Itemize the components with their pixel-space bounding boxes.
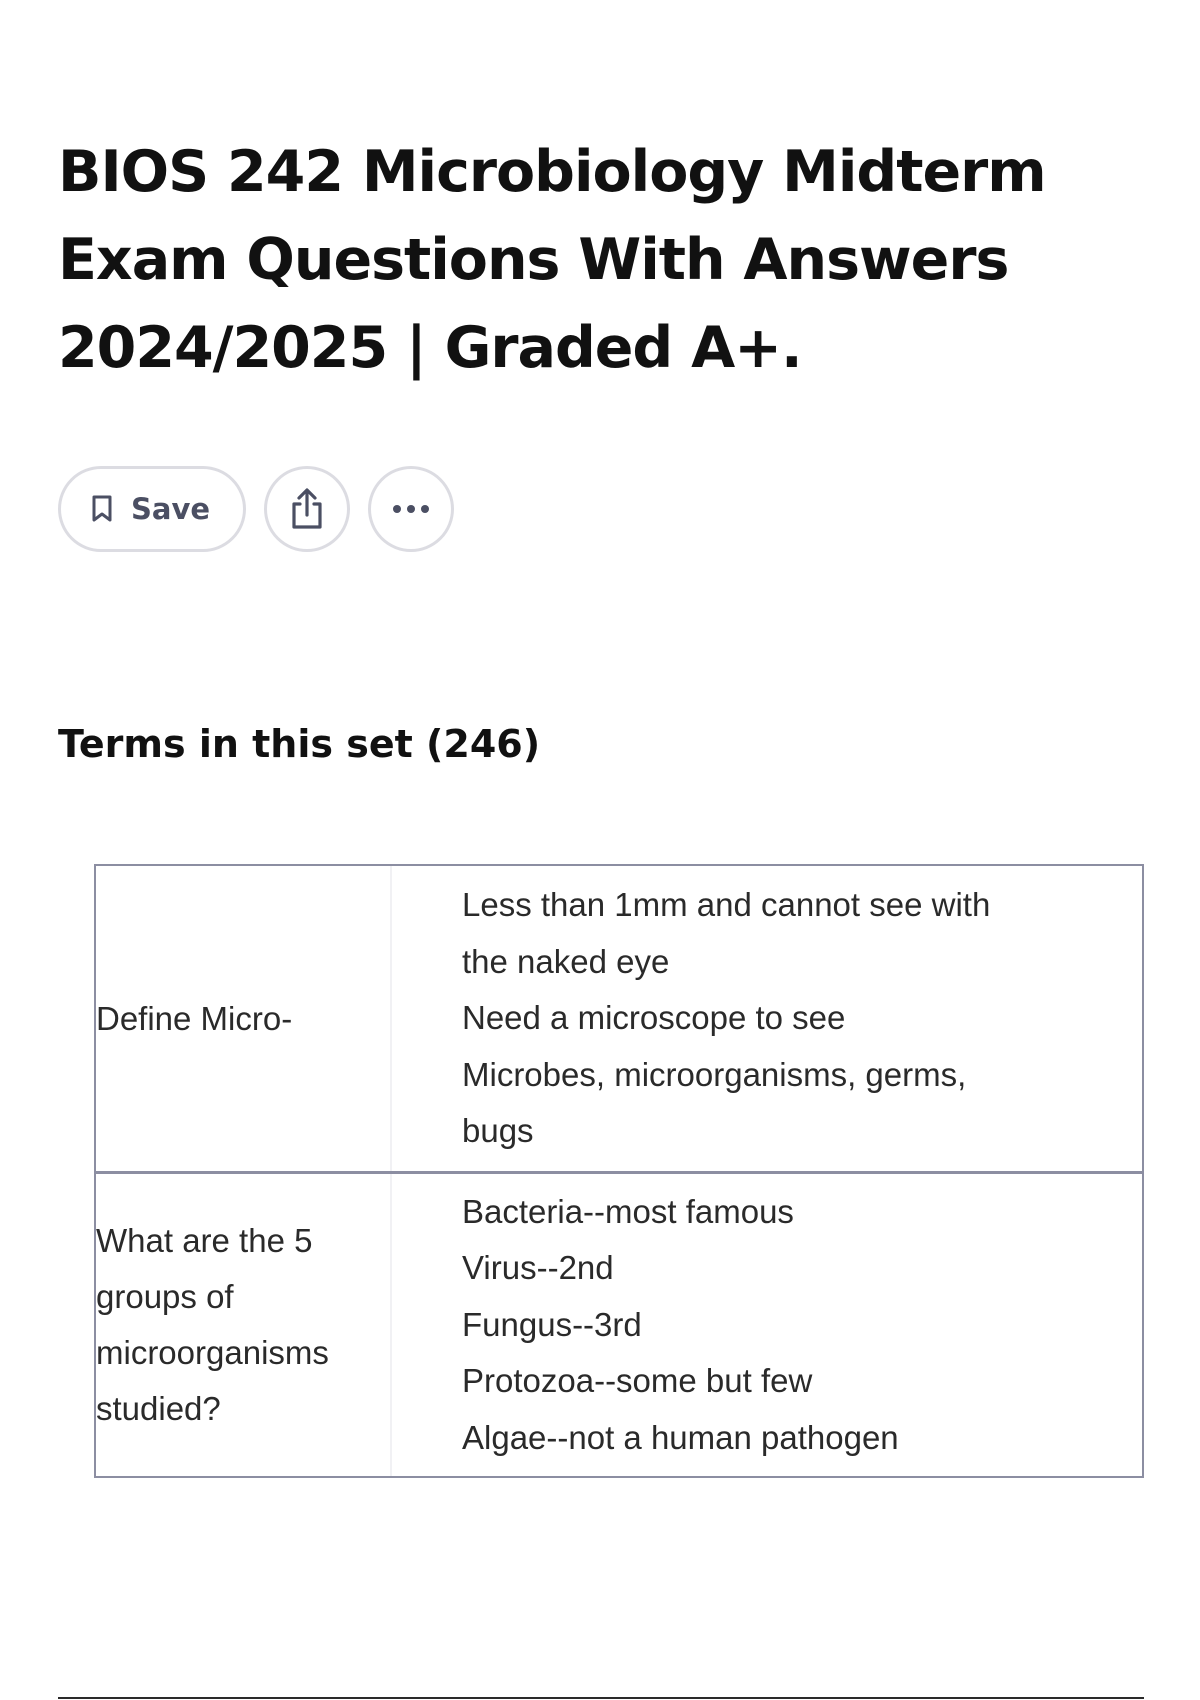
term-cell <box>96 866 392 1171</box>
term-text: What are the 5 groups of microorganisms studied? <box>96 1222 329 1427</box>
definition-line: bugs <box>462 1112 534 1150</box>
definition-cell <box>392 1174 1142 1476</box>
term-cell <box>96 1174 392 1476</box>
terms-table <box>94 864 1144 1478</box>
definition-line: Algae--not a human pathogen <box>462 1418 899 1456</box>
save-button-label: Save <box>131 492 211 526</box>
bookmark-icon <box>91 495 113 523</box>
share-icon <box>287 487 327 531</box>
divider <box>58 1697 1144 1699</box>
term-text: Define Micro- <box>96 999 293 1037</box>
share-button[interactable] <box>264 466 350 552</box>
definition-line: Less than 1mm and cannot see with <box>462 886 991 924</box>
definition-line: Need a microscope to see <box>462 999 846 1037</box>
more-horizontal-icon <box>391 504 431 514</box>
definition-line: the naked eye <box>462 942 670 980</box>
terms-heading: Terms in this set (246) <box>58 722 541 766</box>
term-row <box>96 866 1142 1171</box>
page-title: BIOS 242 Microbiology Midterm Exam Questions With Answers 2024/2025 | Graded A+. <box>58 139 1046 381</box>
definition-line: Microbes, microorganisms, germs, <box>462 1055 967 1093</box>
definition-line: Bacteria--most famous <box>462 1192 794 1230</box>
definition-cell <box>392 866 1142 1171</box>
more-options-button[interactable] <box>368 466 454 552</box>
definition-line: Protozoa--some but few <box>462 1362 813 1400</box>
action-bar <box>58 466 454 552</box>
term-row <box>96 1171 1142 1476</box>
definition-line: Fungus--3rd <box>462 1305 642 1343</box>
definition-line: Virus--2nd <box>462 1249 614 1287</box>
save-button[interactable] <box>58 466 246 552</box>
